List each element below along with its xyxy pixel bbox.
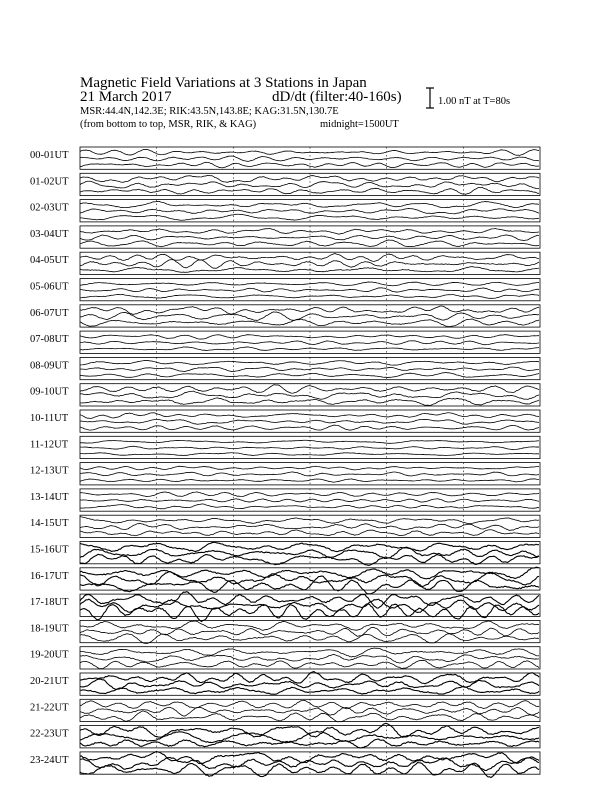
hour-label: 22-23UT	[30, 728, 69, 740]
trace-msr	[80, 187, 539, 194]
trace-kag	[80, 228, 539, 234]
trace-rik	[80, 446, 539, 449]
trace-rik	[80, 472, 539, 476]
trace-msr	[80, 425, 539, 430]
hour-row	[30, 515, 540, 537]
trace-rik	[80, 341, 539, 345]
trace-kag	[80, 700, 539, 708]
trace-kag	[80, 413, 539, 419]
hour-label: 14-15UT	[30, 518, 69, 530]
trace-msr	[80, 267, 539, 273]
trace-rik	[80, 419, 539, 424]
trace-msr	[80, 687, 539, 695]
trace-msr	[80, 504, 539, 509]
trace-msr	[80, 634, 539, 644]
trace-rik	[80, 731, 539, 743]
trace-kag	[80, 360, 539, 365]
scale-bar	[426, 88, 510, 108]
trace-kag	[80, 306, 539, 314]
hour-label: 09-10UT	[30, 386, 69, 398]
trace-kag	[80, 751, 539, 763]
hour-label: 00-01UT	[30, 150, 69, 161]
hour-label: 01-02UT	[30, 176, 69, 188]
hour-row	[30, 699, 540, 722]
trace-kag	[80, 466, 539, 470]
trace-rik	[80, 707, 539, 716]
trace-rik	[80, 523, 539, 530]
hour-row	[30, 751, 540, 777]
hour-label: 11-12UT	[30, 439, 69, 451]
hour-label: 21-22UT	[30, 702, 69, 714]
hour-row	[30, 357, 540, 379]
trace-kag	[80, 492, 539, 497]
trace-msr	[80, 398, 539, 406]
hour-label: 15-16UT	[30, 544, 69, 556]
hour-row-frame	[80, 252, 540, 274]
trace-rik	[80, 654, 539, 663]
hour-label: 13-14UT	[30, 491, 69, 503]
hour-label: 04-05UT	[30, 255, 69, 267]
hour-label: 06-07UT	[30, 307, 69, 319]
hour-row	[30, 200, 540, 222]
hour-row	[30, 252, 540, 274]
hour-label: 07-08UT	[30, 334, 69, 346]
trace-msr	[80, 347, 539, 351]
hour-row	[30, 226, 540, 248]
trace-kag	[80, 253, 539, 261]
trace-kag	[80, 175, 539, 182]
trace-rik	[80, 181, 539, 188]
scale-bar-label: 1.00 nT at T=80s	[438, 96, 511, 107]
hour-row	[30, 463, 540, 485]
hour-row-frame	[80, 647, 540, 669]
trace-msr	[80, 453, 539, 456]
trace-msr	[80, 162, 539, 168]
trace-rik	[80, 208, 539, 213]
hour-label: 08-09UT	[30, 360, 69, 372]
trace-msr	[80, 576, 539, 594]
trace-msr	[80, 373, 539, 378]
hour-row	[30, 173, 540, 195]
trace-msr	[80, 711, 539, 722]
station-coordinates: MSR:44.4N,142.3E; RIK:43.5N,143.8E; KAG:31.5N,130.7E	[80, 106, 339, 117]
hour-label: 17-18UT	[30, 597, 69, 609]
trace-msr	[80, 294, 539, 298]
trace-kag	[80, 201, 539, 207]
hour-row	[30, 279, 540, 301]
header	[80, 75, 510, 130]
hour-row	[30, 436, 540, 458]
trace-rik	[80, 391, 539, 399]
trace-msr	[80, 240, 539, 247]
trace-rik	[80, 288, 539, 292]
chart-title: Magnetic Field Variations at 3 Stations in Japan	[80, 75, 367, 91]
hour-label: 20-21UT	[30, 676, 69, 687]
hour-label: 19-20UT	[30, 649, 69, 661]
trace-msr	[80, 479, 539, 482]
hour-row	[30, 723, 540, 748]
trace-rik	[80, 367, 539, 371]
hour-label: 23-24UT	[30, 754, 69, 766]
trace-rik	[80, 156, 539, 161]
hour-label: 16-17UT	[30, 570, 69, 582]
trace-kag	[80, 335, 539, 339]
trace-kag	[80, 282, 539, 286]
hour-label: 02-03UT	[30, 202, 69, 214]
trace-msr	[80, 319, 539, 327]
trace-rik	[80, 627, 539, 636]
hour-row	[30, 672, 540, 696]
hour-row	[30, 592, 540, 622]
trace-kag	[80, 517, 539, 524]
hour-row	[30, 567, 540, 594]
trace-rik	[80, 499, 539, 502]
hour-row	[30, 489, 540, 511]
hourly-rows	[30, 147, 540, 778]
trace-kag	[80, 149, 539, 155]
midnight-note: midnight=1500UT	[320, 119, 399, 130]
hour-row	[30, 542, 540, 566]
hour-row	[30, 331, 540, 353]
hour-row	[30, 147, 540, 169]
trace-rik	[80, 235, 539, 241]
trace-msr	[80, 530, 539, 536]
hour-row	[30, 647, 540, 669]
quantity-label: dD/dt (filter:40-160s)	[272, 89, 402, 105]
trace-kag	[80, 621, 539, 630]
hour-row	[30, 305, 540, 327]
hour-label: 18-19UT	[30, 623, 69, 635]
hour-label: 03-04UT	[30, 228, 69, 240]
date-line: 21 March 2017	[80, 89, 172, 105]
hour-label: 05-06UT	[30, 281, 69, 293]
hour-label: 12-13UT	[30, 465, 69, 477]
trace-kag	[80, 440, 539, 443]
hour-row	[30, 620, 540, 643]
hour-row	[30, 410, 540, 432]
trace-kag	[80, 567, 539, 579]
station-order-note: (from bottom to top, MSR, RIK, & KAG)	[80, 119, 257, 130]
trace-msr	[80, 214, 539, 220]
hour-row	[30, 384, 540, 406]
trace-kag	[80, 385, 539, 394]
hour-label: 10-11UT	[30, 413, 69, 424]
